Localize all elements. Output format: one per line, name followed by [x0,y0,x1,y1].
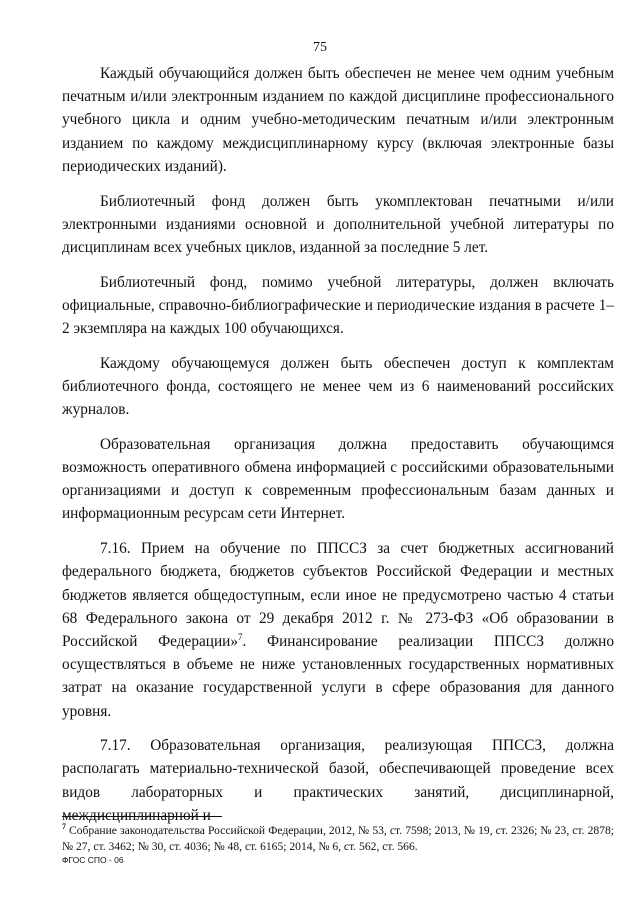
paragraph-section-7-17: 7.17. Образовательная организация, реализующая ППССЗ, должна располагать материально-технической базой, обеспечивающей проведение всех видов лабораторных и практических занятий, дисциплинарной, междисциплинарной и [62,737,614,824]
footnote [62,823,614,854]
paragraph-official-publications: Библиотечный фонд, помимо учебной литературы, должен включать официальные, справочно-библиографические и периодические издания в расчете 1–2 экземпляра на каждых 100 обучающихся. [62,273,614,338]
body-text [62,62,614,839]
paragraph-section-7-16 [62,537,614,723]
footnote-separator [62,816,222,817]
paragraph-journal-access: Каждому обучающемуся должен быть обеспечен доступ к комплектам библиотечного фонда, состоящего не менее чем из 6 наименований российских журналов. [62,354,614,419]
footnote-marker: 7 [62,822,66,832]
paragraph-print-resources: Каждый обучающийся должен быть обеспечен не менее чем одним учебным печатным и/или электронным изданием по каждой дисциплине профессионального учебного цикла и одним учебно-методическим печатным и/или электронным изданием по каждому междисциплинарному курсу (включая электронные базы периодических изданий). [62,65,614,175]
paragraph-information-exchange: Образовательная организация должна предоставить обучающимся возможность оперативного обмена информацией с российскими образовательными организациями и доступ к современным профессиональным базам данных и информационным ресурсам сети Интернет. [62,435,614,523]
footnote-text: Собрание законодательства Российской Федерации, 2012, № 53, ст. 7598; 2013, № 19, ст. 2326; № 23, ст. 2878; № 27, ст. 3462; № 30, ст. 4036; № 48, ст. 6165; 2014, № 6, ст. 562, ст. 566. [62,824,614,853]
section-7-16-text-after: . Финансирование реализации ППССЗ должно осуществляться в объеме не ниже установленных государственных нормативных затрат на оказание государственной услуги в сфере образования для данного уровня. [62,632,614,720]
footnote-reference: 7 [237,631,243,642]
paragraph-library-fund: Библиотечный фонд должен быть укомплектован печатными и/или электронными изданиями основной и дополнительной учебной литературы по дисциплинам всех учебных циклов, изданной за последние 5 лет. [62,192,614,256]
section-7-16-text-before: 7.16. Прием на обучение по ППССЗ за счет бюджетных ассигнований федерального бюджета, бюджетов субъектов Российской Федерации и местных бюджетов является общедоступным, если иное не предусмотрено частью 4 статьи 68 Федерального закона от 29 декабря 2012 г. № 273-ФЗ «Об образовании в Российской Федерации» [62,540,614,650]
document-mark: ФГОС СПО - 06 [62,855,124,865]
page-number: 75 [313,40,327,55]
